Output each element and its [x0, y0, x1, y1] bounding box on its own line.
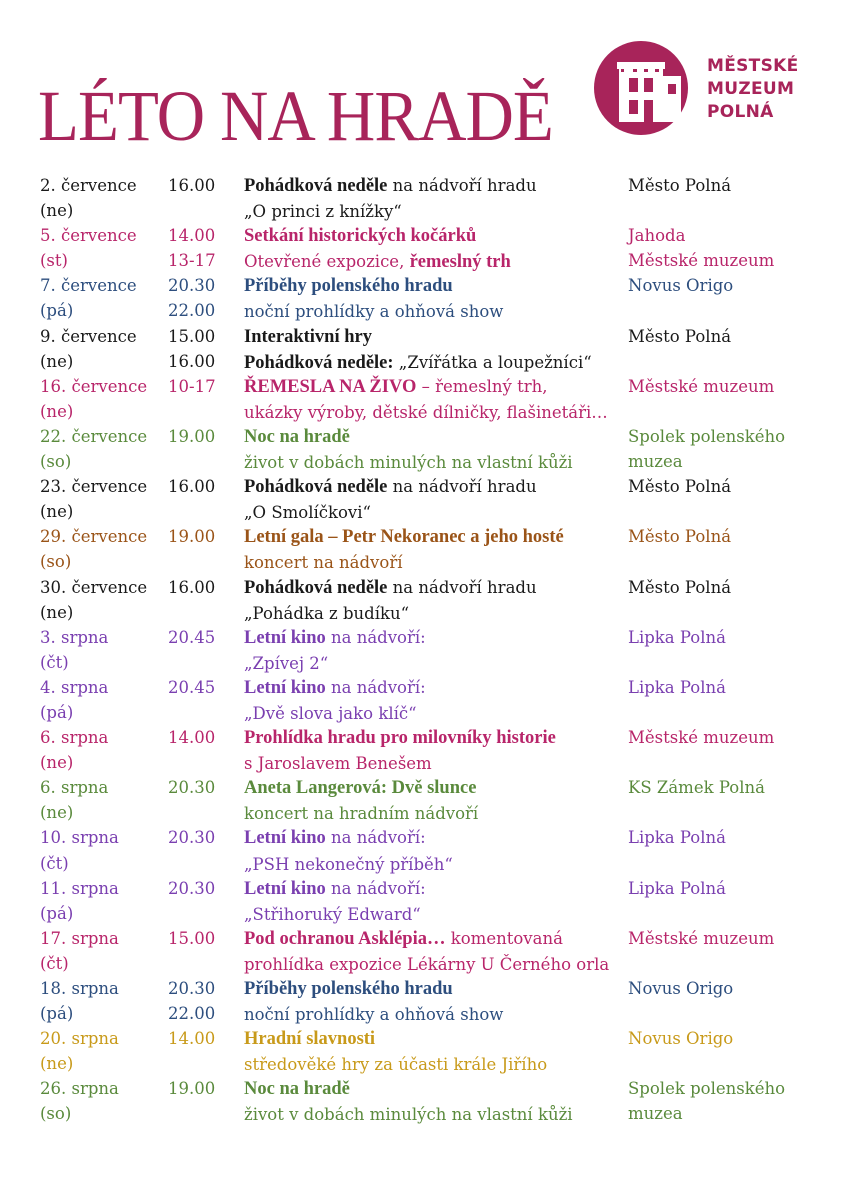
event-time-start: 19.00 [168, 527, 216, 547]
event-title-line [244, 374, 608, 400]
event-description [244, 976, 503, 1027]
museum-logo [593, 40, 803, 136]
event-day: (ne) [40, 1054, 74, 1074]
event-organizer-name: Spolek polenského [628, 1079, 786, 1099]
event-description [244, 1076, 573, 1127]
event-title-line [244, 424, 573, 450]
event-detail: život v dobách minulých na vlastní kůži [244, 453, 573, 473]
event-title: Interaktivní hry [244, 326, 372, 347]
event-date-text: 16. července [40, 376, 148, 396]
event-detail: koncert na nádvoří [244, 553, 403, 573]
event-description [244, 273, 503, 324]
event-title: Příběhy polenského hradu [244, 276, 453, 297]
event-description [244, 926, 609, 977]
event-date-text: 4. srpna [40, 677, 109, 697]
event-description [244, 625, 426, 676]
event-date [40, 1026, 119, 1076]
event-description [244, 173, 537, 224]
event-row [40, 173, 820, 223]
event-title-line [244, 825, 453, 851]
event-day: (pá) [40, 903, 74, 923]
event-date-text: 9. července [40, 326, 137, 346]
event-time-second: 22.00 [168, 301, 216, 321]
event-date-text: 2. července [40, 176, 137, 195]
event-title-rest: na nádvoří: [325, 828, 426, 848]
event-time [168, 775, 215, 800]
event-detail: „PSH nekonečný příběh“ [244, 854, 453, 874]
event-time-start: 20.30 [168, 778, 216, 798]
event-organizer [628, 876, 726, 901]
event-organizer-name: KS Zámek Polná [628, 778, 765, 798]
event-row [40, 273, 820, 323]
event-title-line [244, 976, 503, 1002]
event-organizer-name-line2: Městské muzeum [628, 251, 775, 271]
event-day: (ne) [40, 401, 74, 421]
event-title-rest: na nádvoří: [325, 878, 426, 898]
event-title: Pohádková neděle [244, 176, 388, 196]
event-detail: noční prohlídky a ohňová show [244, 302, 504, 322]
event-organizer-name: Městské muzeum [628, 728, 775, 748]
event-day: (pá) [40, 301, 74, 321]
museum-logo-text [707, 55, 799, 124]
event-organizer-name: Město Polná [628, 577, 732, 597]
event-time [168, 976, 215, 1026]
event-organizer-name-line2: muzea [628, 452, 683, 472]
event-detail-line [244, 400, 608, 425]
event-date-text: 23. července [40, 477, 148, 497]
event-date-text: 7. července [40, 276, 137, 296]
event-date [40, 625, 108, 675]
event-row [40, 625, 820, 675]
event-row [40, 474, 820, 524]
event-title: Prohlídka hradu pro milovníky historie [244, 728, 556, 749]
event-date [40, 1076, 119, 1126]
event-time [168, 725, 215, 750]
event-detail: prohlídka expozice Lékárny U Černého orla [244, 954, 610, 974]
event-detail: Otevřené expozice, [244, 252, 410, 272]
event-time [168, 825, 215, 850]
event-organizer-name: Novus Origo [628, 276, 734, 296]
event-organizer-name-line2: muzea [628, 1104, 683, 1124]
event-time [168, 374, 216, 399]
logo-line: MĚSTSKÉ [707, 56, 799, 76]
event-organizer [628, 976, 733, 1001]
event-date [40, 474, 147, 524]
event-day: (čt) [40, 953, 69, 973]
event-date [40, 524, 147, 574]
event-detail: „Zpívej 2“ [244, 653, 329, 673]
event-row [40, 775, 820, 825]
event-description [244, 1026, 547, 1077]
event-detail-line [244, 299, 503, 324]
event-organizer [628, 675, 726, 700]
event-organizer-name: Lipka Polná [628, 828, 726, 848]
event-date-text: 20. srpna [40, 1029, 119, 1049]
event-detail: s Jaroslavem Benešem [244, 754, 432, 774]
event-time [168, 1026, 215, 1051]
event-detail-line [244, 1002, 503, 1027]
event-day: (so) [40, 1104, 72, 1124]
logo-line: POLNÁ [707, 102, 774, 122]
event-date-text: 6. srpna [40, 728, 109, 748]
event-detail: „O Smolíčkovi“ [244, 503, 371, 523]
event-detail: noční prohlídky a ohňová show [244, 1005, 504, 1025]
event-time-start: 14.00 [168, 728, 216, 748]
event-organizer-name: Městské muzeum [628, 376, 775, 396]
event-description [244, 775, 478, 826]
event-date [40, 876, 119, 926]
event-day: (ne) [40, 803, 74, 823]
event-detail: „Dvě slova jako klíč“ [244, 703, 417, 723]
event-description [244, 575, 537, 626]
event-title: ŘEMESLA NA ŽIVO [244, 376, 417, 397]
event-detail-highlight: Pohádková neděle: [244, 352, 394, 373]
event-detail-line [244, 701, 426, 726]
event-title: Aneta Langerová: Dvě slunce [244, 778, 477, 799]
event-detail-line [244, 801, 478, 826]
event-day: (st) [40, 251, 68, 271]
event-time [168, 273, 215, 323]
event-title-rest: na nádvoří hradu [387, 577, 537, 597]
event-time-start: 15.00 [168, 928, 216, 948]
event-description [244, 474, 537, 525]
event-time-start: 20.45 [168, 627, 216, 647]
event-organizer [628, 625, 726, 650]
event-row [40, 926, 820, 976]
event-date [40, 223, 137, 273]
page-title: LÉTO NA HRADĚ [38, 76, 553, 156]
event-title-line [244, 324, 592, 350]
event-date [40, 976, 119, 1026]
event-organizer-name: Město Polná [628, 326, 732, 346]
event-day: (ne) [40, 502, 74, 522]
event-description [244, 876, 426, 927]
event-row [40, 424, 820, 474]
event-organizer-name: Město Polná [628, 527, 732, 547]
event-date [40, 173, 137, 223]
event-organizer [628, 273, 733, 298]
event-description [244, 324, 592, 376]
event-time [168, 424, 215, 449]
event-title: Letní gala – Petr Nekoranec a jeho hosté [244, 527, 564, 548]
event-detail-line [244, 952, 609, 977]
event-time-second: 22.00 [168, 1004, 216, 1024]
event-title-line [244, 524, 564, 550]
event-date [40, 575, 147, 625]
event-detail-line [244, 500, 537, 525]
event-title-line [244, 725, 556, 751]
event-row [40, 825, 820, 875]
event-organizer-name: Lipka Polná [628, 627, 726, 647]
event-organizer-name: Jahoda [628, 226, 686, 246]
event-title: Letní kino [244, 677, 326, 698]
event-day: (ne) [40, 201, 74, 221]
event-organizer-name: Novus Origo [628, 979, 734, 998]
event-row [40, 675, 820, 725]
logo-line: MUZEUM [707, 79, 795, 99]
event-day: (so) [40, 452, 72, 472]
event-organizer [628, 524, 731, 549]
event-organizer [628, 575, 731, 600]
event-organizer [628, 474, 731, 499]
event-detail: život v dobách minulých na vlastní kůži [244, 1105, 573, 1125]
event-title-line [244, 223, 511, 249]
event-organizer [628, 725, 774, 750]
event-date-text: 30. července [40, 577, 148, 597]
event-title-rest: na nádvoří hradu [387, 176, 537, 195]
event-time-start: 10-17 [168, 376, 216, 396]
event-time [168, 575, 215, 600]
event-date-text: 26. srpna [40, 1079, 119, 1099]
event-organizer [628, 223, 774, 273]
event-organizer [628, 374, 774, 399]
event-detail-line [244, 902, 426, 927]
event-date [40, 273, 137, 323]
event-time [168, 1076, 215, 1101]
event-title-line [244, 1026, 547, 1052]
event-title-line [244, 926, 609, 952]
event-description [244, 675, 426, 726]
event-title-line [244, 675, 426, 701]
event-date-text: 11. srpna [40, 878, 119, 898]
event-detail-line [244, 550, 564, 575]
museum-tower-logo-icon [593, 40, 693, 136]
event-row [40, 876, 820, 926]
event-title-line [244, 1076, 573, 1102]
event-title: Letní kino [244, 878, 326, 899]
event-organizer-name: Lipka Polná [628, 878, 726, 898]
event-time-start: 14.00 [168, 226, 216, 246]
event-detail-line [244, 450, 573, 475]
event-detail-line [244, 199, 537, 224]
event-organizer [628, 324, 731, 349]
event-detail-line [244, 751, 556, 776]
event-time-start: 19.00 [168, 426, 216, 446]
event-organizer-name: Spolek polenského [628, 426, 786, 446]
event-organizer [628, 173, 731, 198]
event-day: (pá) [40, 1004, 74, 1024]
event-schedule [40, 173, 820, 1127]
event-organizer [628, 926, 774, 951]
event-time [168, 926, 215, 951]
event-date-text: 29. července [40, 527, 148, 547]
event-day: (ne) [40, 351, 74, 371]
event-detail: „Zvířátka a loupežníci“ [393, 352, 592, 372]
event-time [168, 223, 216, 273]
event-date [40, 424, 147, 474]
event-description [244, 825, 453, 876]
event-date [40, 725, 108, 775]
event-row [40, 976, 820, 1026]
event-day: (pá) [40, 702, 74, 722]
event-organizer [628, 1076, 785, 1126]
event-detail-line [244, 1052, 547, 1077]
event-date [40, 324, 137, 374]
event-detail-line [244, 249, 511, 275]
event-time-start: 20.30 [168, 276, 216, 296]
event-row [40, 1026, 820, 1076]
event-detail-line [244, 601, 537, 626]
event-time [168, 324, 215, 374]
event-date [40, 926, 119, 976]
event-title-rest: – řemeslný trh, [416, 376, 548, 396]
event-date [40, 374, 147, 424]
event-title: Hradní slavnosti [244, 1029, 376, 1050]
event-date [40, 675, 108, 725]
event-time-start: 16.00 [168, 577, 216, 597]
event-organizer-name: Město Polná [628, 176, 732, 195]
event-date-text: 10. srpna [40, 828, 119, 848]
event-time [168, 675, 215, 700]
event-title-rest: na nádvoří: [325, 677, 426, 697]
event-row [40, 374, 820, 424]
event-title-line [244, 876, 426, 902]
event-description [244, 223, 511, 275]
event-detail: „Pohádka z budíku“ [244, 603, 410, 623]
event-time-start: 20.30 [168, 828, 216, 848]
event-title: Pod ochranou Asklépia… [244, 928, 446, 949]
event-date-text: 3. srpna [40, 627, 109, 647]
event-row [40, 524, 820, 574]
event-detail-line [244, 350, 592, 376]
event-description [244, 524, 564, 575]
event-time-second: 16.00 [168, 351, 216, 371]
event-row [40, 575, 820, 625]
event-row [40, 324, 820, 374]
event-day: (ne) [40, 602, 74, 622]
event-time [168, 625, 215, 650]
event-title-rest: na nádvoří hradu [387, 477, 537, 497]
event-detail: koncert na hradním nádvoří [244, 804, 479, 824]
event-description [244, 374, 608, 425]
event-title: Příběhy polenského hradu [244, 979, 453, 999]
event-time-start: 16.00 [168, 477, 216, 497]
event-date-text: 18. srpna [40, 979, 119, 998]
event-detail: „O princi z knížky“ [244, 202, 402, 222]
event-detail-highlight: řemeslný trh [409, 252, 511, 273]
event-time-start: 20.45 [168, 677, 216, 697]
event-title: Noc na hradě [244, 1079, 350, 1100]
event-organizer [628, 1026, 733, 1051]
event-organizer [628, 424, 785, 474]
event-organizer-name: Lipka Polná [628, 677, 726, 697]
event-title-line [244, 474, 537, 500]
event-day: (so) [40, 552, 72, 572]
event-day: (čt) [40, 853, 69, 873]
event-detail: ukázky výroby, dětské dílničky, flašinetáři… [244, 402, 608, 422]
event-detail-line [244, 852, 453, 877]
event-title: Pohádková neděle [244, 577, 388, 598]
event-title: Noc na hradě [244, 426, 350, 447]
event-time [168, 173, 215, 198]
event-description [244, 725, 556, 776]
event-organizer-name: Městské muzeum [628, 928, 775, 948]
event-time [168, 524, 215, 549]
event-detail: „Střihoruký Edward“ [244, 904, 421, 924]
event-organizer [628, 775, 765, 800]
event-day: (ne) [40, 753, 74, 773]
event-row [40, 1076, 820, 1126]
event-time-start: 20.30 [168, 979, 216, 998]
event-date-text: 5. července [40, 226, 137, 246]
event-time [168, 474, 215, 499]
event-title: Pohádková neděle [244, 477, 388, 498]
event-title-line [244, 575, 537, 601]
event-date [40, 825, 119, 875]
event-date-text: 6. srpna [40, 778, 109, 798]
event-title: Letní kino [244, 828, 326, 849]
event-detail-line [244, 651, 426, 676]
event-date [40, 775, 108, 825]
event-detail: středověké hry za účasti krále Jiřího [244, 1055, 548, 1075]
event-day: (čt) [40, 652, 69, 672]
event-time-start: 20.30 [168, 878, 216, 898]
event-title-line [244, 775, 478, 801]
event-date-text: 22. července [40, 426, 148, 446]
event-description [244, 424, 573, 475]
event-time-start: 14.00 [168, 1029, 216, 1049]
event-title-line [244, 625, 426, 651]
event-time-start: 19.00 [168, 1079, 216, 1099]
event-time-start: 15.00 [168, 326, 216, 346]
event-row [40, 725, 820, 775]
event-time [168, 876, 215, 901]
event-title-rest: na nádvoří: [325, 627, 426, 647]
event-organizer-name: Novus Origo [628, 1029, 734, 1049]
event-title-line [244, 173, 537, 199]
event-title: Letní kino [244, 627, 326, 648]
event-organizer-name: Město Polná [628, 477, 732, 497]
event-detail-line [244, 1102, 573, 1127]
event-title-rest: komentovaná [445, 928, 563, 948]
event-time-second: 13-17 [168, 251, 216, 271]
event-date-text: 17. srpna [40, 928, 119, 948]
event-organizer [628, 825, 726, 850]
event-title-line [244, 273, 503, 299]
event-row [40, 223, 820, 273]
event-time-start: 16.00 [168, 176, 216, 195]
event-title: Setkání historických kočárků [244, 226, 477, 247]
